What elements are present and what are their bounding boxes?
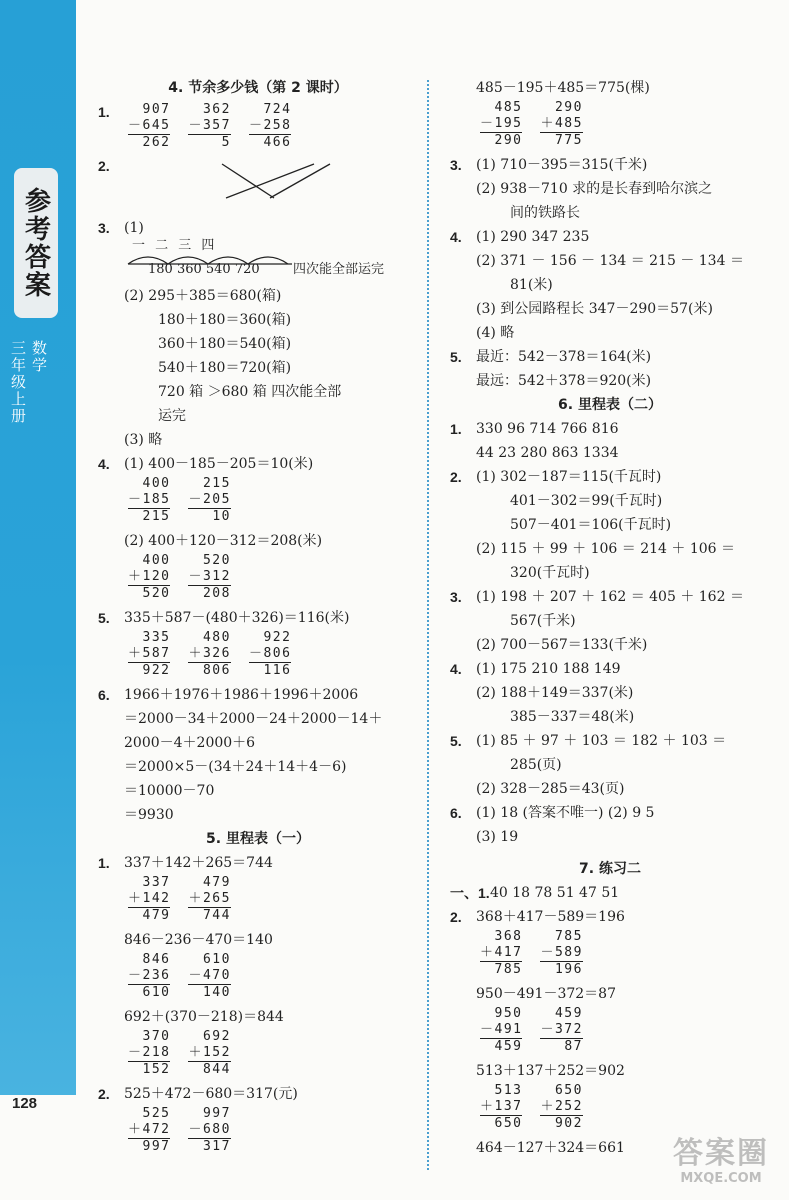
calc-result: 459 — [494, 1039, 523, 1054]
answer-line: 567(千米) — [510, 613, 576, 629]
question-4: 4. (1) 400－185－205＝10(米) — [98, 456, 314, 472]
calc-operand: 950 — [494, 1006, 523, 1021]
left-column — [98, 76, 418, 1159]
calc-operand: 400 — [142, 553, 171, 568]
calc-operand: 907 — [142, 102, 171, 117]
calc-operand: 290 — [554, 100, 583, 115]
answer-line: 运完 — [158, 408, 186, 424]
calc-operand: －258 — [248, 118, 292, 133]
answer-line: ＝2000×5－(34＋24＋14＋4－6) — [124, 759, 347, 775]
calc-operand: 650 — [554, 1083, 583, 1098]
vertical-calculation — [480, 100, 522, 149]
calc-operand: 785 — [554, 929, 583, 944]
vertical-calculation — [188, 476, 230, 525]
calc-result: 5 — [221, 135, 231, 150]
calc-operand: ＋485 — [540, 116, 583, 131]
calc-operand: 692 — [202, 1029, 231, 1044]
vertical-calculation — [128, 1106, 170, 1155]
calc-operand: 610 — [202, 952, 231, 967]
vertical-calculation — [480, 1083, 522, 1132]
calc-operand: 525 — [142, 1106, 171, 1121]
answer-line: 间的铁路长 — [510, 205, 580, 221]
right-column — [450, 76, 770, 1160]
answer-line: 507－401＝106(千瓦时) — [510, 517, 672, 533]
question-4: 4. (1) 175 210 188 149 — [450, 661, 621, 677]
question-3: 3. (1) 198 ＋ 207 ＋ 162 ＝ 405 ＋ 162 ＝ — [450, 589, 744, 605]
question-4: 4. (1) 290 347 235 — [450, 229, 590, 245]
calc-result: 650 — [494, 1116, 523, 1131]
calc-operand: ＋152 — [188, 1045, 231, 1060]
vertical-calculation — [540, 100, 582, 149]
calc-result: 466 — [263, 135, 292, 150]
vertical-calculation — [249, 630, 291, 679]
answer-line: 44 23 280 863 1334 — [476, 445, 619, 461]
calc-result: 215 — [142, 509, 171, 524]
calc-result: 262 — [142, 135, 171, 150]
answer-line: 464－127＋324＝661 — [476, 1140, 625, 1156]
answer-line: 485－195＋485＝775(棵) — [476, 80, 650, 96]
answer-line: (2) 188＋149＝337(米) — [476, 685, 634, 701]
vertical-calculation — [128, 476, 170, 525]
calc-operand: －491 — [480, 1022, 523, 1037]
calc-operand: －195 — [480, 116, 523, 131]
vertical-calculation — [188, 102, 230, 151]
calc-operand: 400 — [142, 476, 171, 491]
vertical-calculation — [128, 1029, 170, 1078]
vertical-calculation — [128, 875, 170, 924]
vertical-calculation — [540, 1006, 582, 1055]
question-1: 1. 337＋142＋265＝744 — [98, 855, 273, 871]
question-2: 2. — [98, 154, 418, 216]
calc-operand: ＋326 — [188, 646, 231, 661]
calc-result: 140 — [202, 985, 231, 1000]
answer-line: (2) 938－710 求的是长春到哈尔滨之 — [476, 181, 713, 197]
calc-operand: －205 — [188, 492, 231, 507]
sidebar-subtitle — [9, 340, 50, 670]
question-6: 6. 1966＋1976＋1986＋1996＋2006 — [98, 687, 359, 703]
calc-result: 116 — [263, 663, 292, 678]
vertical-calcs — [480, 1006, 770, 1055]
vertical-calculation — [188, 630, 230, 679]
vertical-calculation — [188, 1029, 230, 1078]
calc-operand: ＋417 — [480, 945, 523, 960]
question-1: 1. 330 96 714 766 816 — [450, 421, 619, 437]
vertical-calculation — [128, 102, 170, 151]
answer-line: 285(页) — [510, 757, 562, 773]
answer-line: 692＋(370－218)＝844 — [124, 1009, 284, 1025]
calc-operand: ＋472 — [128, 1122, 171, 1137]
calc-operand: ＋252 — [540, 1099, 583, 1114]
vertical-calcs — [128, 1029, 418, 1078]
vertical-calcs — [480, 929, 770, 978]
section-heading: 6. 里程表（二） — [558, 397, 662, 413]
calc-result: 87 — [564, 1039, 583, 1054]
calc-operand: －312 — [188, 569, 231, 584]
question-5: 5. 335＋587－(480＋326)＝116(米) — [98, 610, 350, 626]
answer-line: (2) 371 － 156 － 134 ＝ 215 － 134 ＝ — [476, 253, 744, 269]
answer-line: 2000－4＋2000＋6 — [124, 735, 256, 751]
question-2: 2. 368＋417－589＝196 — [450, 909, 625, 925]
subject-label: 数学 — [30, 340, 48, 374]
answer-line: 360＋180＝540(箱) — [158, 336, 292, 352]
calc-operand: 215 — [202, 476, 231, 491]
calc-result: 152 — [142, 1062, 171, 1077]
answer-line: 81(米) — [510, 277, 553, 293]
question-6: 6. (1) 18 (答案不唯一) (2) 9 5 — [450, 805, 655, 821]
vertical-calculation — [128, 630, 170, 679]
calc-operand: ＋142 — [128, 891, 171, 906]
calc-result: 290 — [494, 133, 523, 148]
calc-operand: －680 — [188, 1122, 231, 1137]
answer-line: (3) 略 — [124, 432, 163, 448]
answer-line: ＝2000－34＋2000－24＋2000－14＋ — [124, 711, 383, 727]
calc-operand: ＋120 — [128, 569, 171, 584]
answer-line: (3) 到公园路程长 347－290＝57(米) — [476, 301, 713, 317]
calc-operand: ＋587 — [128, 646, 171, 661]
calc-operand: 370 — [142, 1029, 171, 1044]
calc-result: 997 — [142, 1139, 171, 1154]
vertical-calcs — [128, 476, 418, 525]
answer-line: 180＋180＝360(箱) — [158, 312, 292, 328]
calc-operand: －589 — [540, 945, 583, 960]
vertical-calcs — [128, 630, 418, 679]
calc-operand: ＋265 — [188, 891, 231, 906]
answer-line: (2) 700－567＝133(千米) — [476, 637, 648, 653]
answer-line: 320(千瓦时) — [510, 565, 590, 581]
vertical-calculation — [128, 952, 170, 1001]
vertical-calculation — [128, 553, 170, 602]
calc-operand: 368 — [494, 929, 523, 944]
calc-operand: 997 — [202, 1106, 231, 1121]
answer-line: (2) 328－285＝43(页) — [476, 781, 625, 797]
calc-operand: 922 — [263, 630, 292, 645]
calc-operand: －357 — [188, 118, 231, 133]
grade-label: 三年级上册 — [9, 340, 27, 425]
calc-operand: 479 — [202, 875, 231, 890]
calc-result: 610 — [142, 985, 171, 1000]
vertical-calculation — [188, 875, 230, 924]
calc-operand: 513 — [494, 1083, 523, 1098]
vertical-calculation — [480, 929, 522, 978]
calc-operand: 335 — [142, 630, 171, 645]
vertical-calculation — [540, 929, 582, 978]
calc-result: 844 — [202, 1062, 231, 1077]
calc-operand: 480 — [202, 630, 231, 645]
answer-line: ＝10000－70 — [124, 783, 215, 799]
vertical-calcs — [480, 100, 770, 149]
section-heading: 4. 节余多少钱（第 2 课时） — [168, 80, 348, 96]
calc-result: 520 — [142, 586, 171, 601]
calc-result: 806 — [202, 663, 231, 678]
calc-operand: 337 — [142, 875, 171, 890]
calc-result: 922 — [142, 663, 171, 678]
calc-result: 317 — [202, 1139, 231, 1154]
question-2: 2. (1) 302－187＝115(千瓦时) — [450, 469, 662, 485]
vertical-calculation — [188, 553, 230, 602]
calc-operand: 846 — [142, 952, 171, 967]
question-1: 1. 907 －645 262 362 －357 5 724 －258 466 — [98, 102, 292, 150]
section-heading: 5. 里程表（一） — [206, 831, 310, 847]
calc-operand: 362 — [202, 102, 231, 117]
answer-line: 513＋137＋252＝902 — [476, 1063, 625, 1079]
vertical-calculation — [480, 1006, 522, 1055]
answer-line: 846－236－470＝140 — [124, 932, 273, 948]
page-number: 128 — [12, 1095, 38, 1112]
section-heading: 7. 练习二 — [579, 861, 641, 877]
vertical-calcs — [128, 1106, 418, 1155]
calc-result: 479 — [142, 908, 171, 923]
answer-line: (4) 略 — [476, 325, 515, 341]
calc-result: 744 — [202, 908, 231, 923]
answer-line: (2) 115 ＋ 99 ＋ 106 ＝ 214 ＋ 106 ＝ — [476, 541, 736, 557]
question-3: 3. (1) 710－395＝315(千米) — [450, 157, 648, 173]
question-5: 5. (1) 85 ＋ 97 ＋ 103 ＝ 182 ＋ 103 ＝ — [450, 733, 727, 749]
sidebar — [0, 0, 76, 1095]
vertical-calcs — [128, 553, 418, 602]
answer-line: (2) 295＋385＝680(箱) — [124, 288, 282, 304]
calc-operand: －806 — [248, 646, 292, 661]
calc-result: 775 — [554, 133, 583, 148]
calc-operand: 485 — [494, 100, 523, 115]
question-1: 一、1. 40 18 78 51 47 51 — [450, 885, 620, 901]
answer-line: 720 箱 ＞680 箱 四次能全部 — [158, 384, 342, 400]
vertical-calculation — [188, 952, 230, 1001]
calc-operand: 459 — [554, 1006, 583, 1021]
answer-line: (3) 19 — [476, 829, 519, 845]
sidebar-title: 参考答案 — [14, 168, 58, 318]
calc-operand: －218 — [128, 1045, 171, 1060]
calc-result: 902 — [554, 1116, 583, 1131]
question-5: 5. 最近：542－378＝164(米) — [450, 349, 652, 365]
calc-result: 785 — [494, 962, 523, 977]
arc-diagram: 一 二 三 四 180 360 540 720 四次能全部运完 — [98, 240, 418, 284]
calc-result: 10 — [212, 509, 231, 524]
calc-result: 196 — [554, 962, 583, 977]
answer-line: (2) 400＋120－312＝208(米) — [124, 533, 323, 549]
watermark-logo: 答案圈 MXQE.COM — [673, 1136, 769, 1186]
question-2: 2. 525＋472－680＝317(元) — [98, 1086, 298, 1102]
vertical-calcs — [128, 875, 418, 924]
answer-line: 401－302＝99(千瓦时) — [510, 493, 663, 509]
answer-line: 385－337＝48(米) — [510, 709, 635, 725]
calc-operand: －236 — [128, 968, 171, 983]
vertical-calcs — [480, 1083, 770, 1132]
answer-line: 950－491－372＝87 — [476, 986, 616, 1002]
answer-line: 最远：542＋378＝920(米) — [476, 373, 652, 389]
vertical-calcs — [128, 952, 418, 1001]
calc-operand: －185 — [128, 492, 171, 507]
matching-lines — [218, 158, 338, 202]
vertical-calculation — [540, 1083, 582, 1132]
calc-operand: ＋137 — [480, 1099, 523, 1114]
question-3: 3. (1) — [98, 220, 144, 236]
calc-result: 208 — [202, 586, 231, 601]
calc-operand: －372 — [540, 1022, 583, 1037]
vertical-calculation — [188, 1106, 230, 1155]
answer-line: ＝9930 — [124, 807, 174, 823]
calc-operand: －470 — [188, 968, 231, 983]
vertical-calculation — [249, 102, 291, 151]
calc-operand: －645 — [128, 118, 171, 133]
answer-line: 540＋180＝720(箱) — [158, 360, 292, 376]
column-divider — [427, 80, 429, 1170]
calc-operand: 724 — [263, 102, 292, 117]
calc-operand: 520 — [202, 553, 231, 568]
